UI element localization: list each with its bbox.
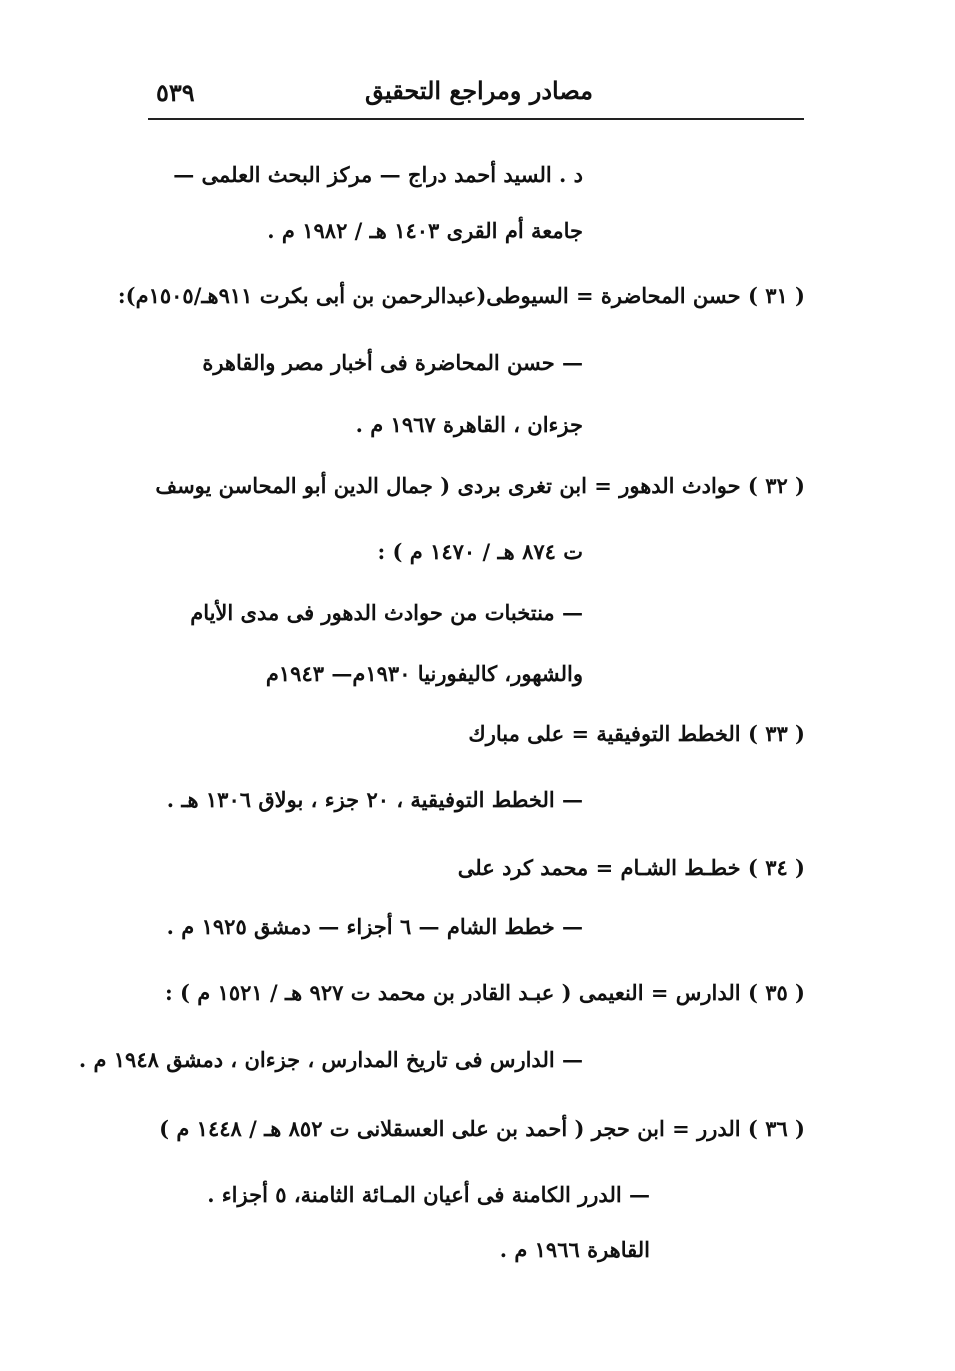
text-line: — الخطط التوفيقية ، ٢٠ جزء ، بولاق ١٣٠٦ هـ .	[166, 787, 583, 812]
bibliography-entry-31: ( ٣١ ) حسن المحاضرة = السيوطى(عبدالرحمن بن أبى بكرت ٩١١هـ/١٥٠٥م):	[117, 283, 805, 308]
text-line: — خطط الشام — ٦ أجزاء — دمشق ١٩٢٥ م .	[166, 914, 583, 939]
page-number: ٥٣٩	[156, 78, 195, 107]
bibliography-entry-35: ( ٣٥ ) الدارس = النعيمى ( عبـد القادر بن محمد ت ٩٢٧ هـ / ١٥٢١ م ) :	[164, 980, 805, 1005]
bibliography-entry-34: ( ٣٤ ) خطـط الشـام = محمد كرد على	[457, 855, 805, 880]
text-line: — الدرر الكامنة فى أعيان المـائة الثامنة، ٥ أجزاء .	[207, 1182, 650, 1207]
bibliography-entry-32: ( ٣٢ ) حوادث الدهور = ابن تغرى بردى ( جمال الدين أبو المحاسن يوسف	[155, 473, 805, 498]
text-line: ت ٨٧٤ هـ / ١٤٧٠ م ) :	[377, 539, 583, 564]
page-header	[148, 72, 803, 112]
text-line: جزءان ، القاهرة ١٩٦٧ م .	[355, 412, 583, 437]
text-line: جامعة أم القرى ١٤٠٣ هـ / ١٩٨٢ م .	[267, 218, 583, 243]
header-rule	[148, 118, 804, 120]
text-line: والشهور، كاليفورنيا ١٩٣٠م— ١٩٤٣م	[265, 661, 583, 686]
text-line: — منتخبات من حوادث الدهور فى مدى الأيام	[190, 600, 583, 625]
text-line: د . السيد أحمد دراج — مركز البحث العلمى —	[173, 162, 583, 187]
text-line: — حسن المحاضرة فى أخبار مصر والقاهرة	[202, 350, 583, 375]
bibliography-entry-36: ( ٣٦ ) الدرر = ابن حجر ( أحمد بن على العسقلانى ت ٨٥٢ هـ / ١٤٤٨ م )	[159, 1116, 805, 1141]
text-line: القاهرة ١٩٦٦ م .	[499, 1237, 650, 1262]
text-line: — الدارس فى تاريخ المدارس ، جزءان ، دمشق ١٩٤٨ م .	[78, 1047, 583, 1072]
bibliography-entry-33: ( ٣٣ ) الخطط التوفيقية = على مبارك	[468, 721, 805, 746]
running-title: مصادر ومراجع التحقيق	[364, 76, 593, 105]
